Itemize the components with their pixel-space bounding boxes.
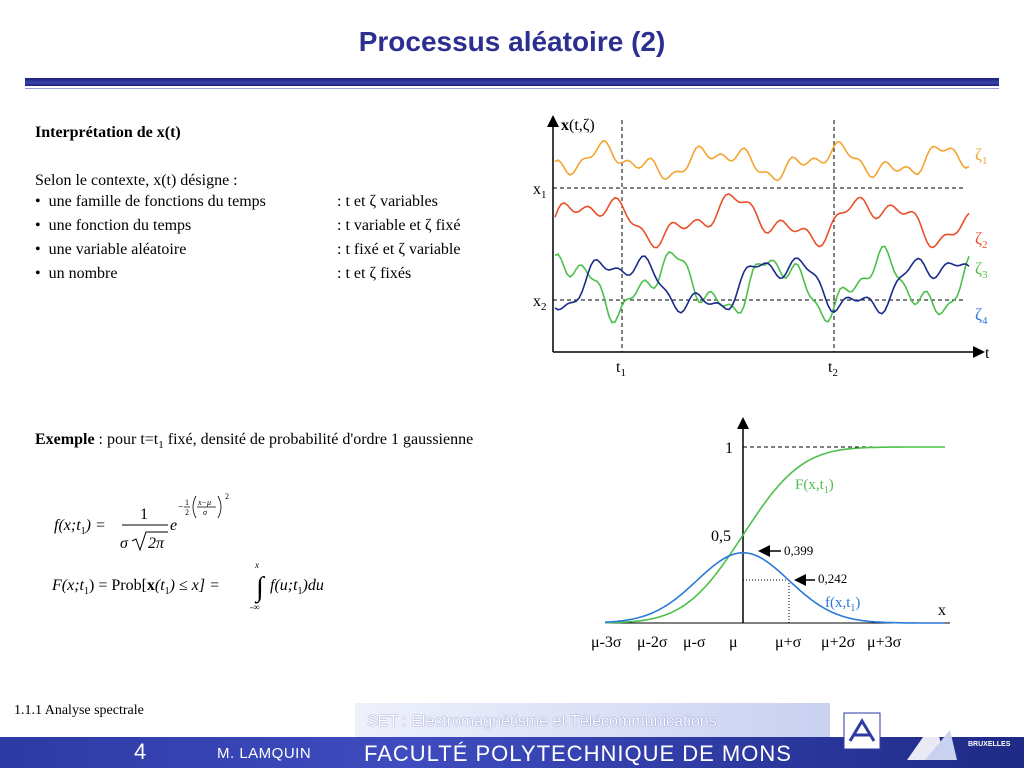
list-item-desc: : t variable et ζ fixé — [337, 217, 461, 234]
svg-text:-∞: -∞ — [250, 602, 260, 612]
footer — [0, 703, 1024, 768]
svg-text:σ: σ — [120, 535, 128, 552]
list-item: • une variable aléatoire — [35, 241, 187, 258]
curve-zeta2 — [555, 194, 969, 248]
cdf-curve — [605, 447, 945, 623]
x-tick-labels — [591, 634, 902, 651]
x-tick-label: μ-2σ — [637, 634, 668, 651]
x-axis-label: t — [985, 345, 990, 362]
x-tick-label: μ — [729, 634, 738, 651]
list-item-desc: : t et ζ fixés — [337, 265, 412, 282]
t2-label: $t_2$ — [828, 359, 838, 379]
svg-text:2: 2 — [185, 508, 189, 517]
title-rule — [25, 78, 999, 86]
zeta4-label: $\zeta_4$ — [975, 305, 988, 327]
t1-label: $t_1$ — [616, 359, 626, 379]
author-name: M. LAMQUIN — [217, 745, 312, 762]
zeta1-label: $\zeta_1$ — [975, 145, 988, 167]
title-rule-thin — [25, 88, 999, 89]
cdf-formula — [50, 558, 350, 618]
cdf-label: $F(x,t_1)$ — [795, 477, 834, 496]
svg-text:x: x — [255, 560, 259, 570]
svg-text:e: e — [170, 517, 178, 534]
zeta2-label: $\zeta_2$ — [975, 229, 988, 251]
list-item-desc: : t fixé et ζ variable — [337, 241, 461, 258]
y-tick-one: 1 — [725, 440, 733, 457]
curve-zeta1 — [555, 141, 969, 181]
list-item: • une fonction du temps — [35, 217, 192, 234]
example-text: Exemple : pour $t=t_1$ fixé, densité de probabilité d'ordre 1 gaussienne — [35, 431, 474, 452]
x2-label: $x_2$ — [533, 293, 547, 313]
list-item: • un nombre — [35, 265, 118, 282]
pdf-label: $f(x,t_1)$ — [825, 595, 861, 614]
x-tick-label: μ-3σ — [591, 634, 622, 651]
list-item: • une famille de fonctions du temps — [35, 193, 266, 210]
curve-zeta4 — [555, 256, 969, 314]
svg-text:−: − — [178, 502, 184, 513]
sigma-value: 0,242 — [818, 571, 848, 586]
list-item-desc: : t et ζ variables — [337, 193, 438, 210]
svg-text:1: 1 — [185, 498, 189, 507]
section-intro: Selon le contexte, x(t) désigne : — [35, 172, 238, 189]
curve-zeta3 — [555, 247, 969, 323]
zeta3-label: $\zeta_3$ — [975, 259, 988, 281]
x-axis-label: x — [938, 602, 946, 619]
svg-text:σ: σ — [203, 508, 207, 517]
page-number: 4 — [134, 739, 147, 764]
peak-value: 0,399 — [784, 543, 814, 558]
x-tick-label: μ+2σ — [821, 634, 856, 651]
y-tick-half: 0,5 — [711, 528, 731, 545]
svg-text:2π: 2π — [148, 535, 165, 552]
x-tick-label: μ-σ — [683, 634, 706, 651]
svg-text:∫: ∫ — [256, 572, 264, 603]
section-reference: 1.1.1 Analyse spectrale — [14, 703, 144, 718]
course-title: SET : Electromagnétisme et Télécommunications — [367, 713, 717, 730]
svg-text:2: 2 — [225, 492, 229, 501]
svg-text:x−μ: x−μ — [198, 498, 211, 507]
slide-title: Processus aléatoire (2) — [358, 26, 666, 57]
pdf-formula — [50, 488, 300, 558]
svg-text:F(x;t1) = Prob[x(t1) ≤ x] =: $F(x;t_1)$ = $Prob[x(t_1) \le x]$ = — [52, 577, 220, 597]
gaussian-plot — [575, 415, 965, 660]
x-tick-label: μ+3σ — [867, 634, 902, 651]
academie-logo-icon — [905, 715, 960, 765]
svg-text:f(u;t1)du: $f(u;t_1)du$ — [270, 577, 324, 597]
faculty-name: FACULTÉ POLYTECHNIQUE DE MONS — [364, 741, 792, 766]
pdf-curve — [605, 553, 945, 623]
x-tick-label: μ+σ — [775, 634, 802, 651]
y-axis-label: x(t,ζ) — [561, 117, 595, 134]
svg-text:1: 1 — [140, 506, 148, 523]
svg-text:f(x;t1) =: $f(x;t_1)$ = — [54, 517, 106, 537]
academie-label: ACADÉMIE UNIVERSITAIRE WALLONIE- BRUXELLES — [968, 714, 1022, 748]
x1-label: $x_1$ — [533, 181, 547, 201]
section-heading: Interprétation de x(t) — [35, 124, 181, 141]
fpms-logo-icon — [842, 711, 882, 751]
process-plot — [525, 110, 1005, 385]
